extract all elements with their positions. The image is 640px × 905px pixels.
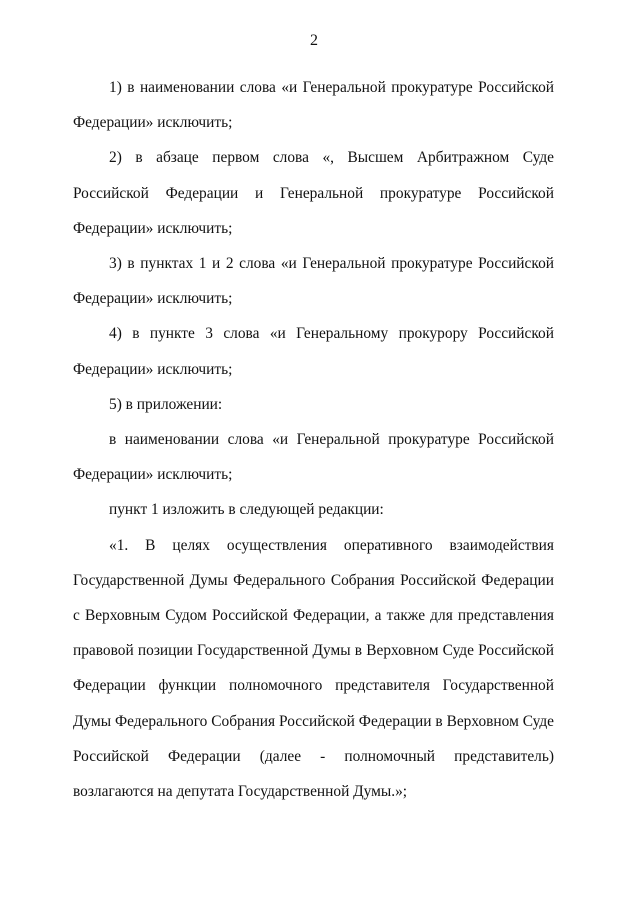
page-number: 2 <box>310 32 318 49</box>
paragraph-item-2: 2) в абзаце первом слова «, Высшем Арбитражном Суде Российской Федерации и Генеральной прокуратуре Российской Федерации» исключить; <box>73 149 554 237</box>
paragraph-annex-point: пункт 1 изложить в следующей редакции: <box>109 501 384 519</box>
paragraph-item-3: 3) в пунктах 1 и 2 слова «и Генеральной прокуратуре Российской Федерации» исключить; <box>73 255 554 308</box>
paragraph-item-1: 1) в наименовании слова «и Генеральной прокуратуре Российской Федерации» исключить; <box>73 79 554 132</box>
paragraph-annex-title: в наименовании слова «и Генеральной прокуратуре Российской Федерации» исключить; <box>73 431 554 484</box>
paragraph-item-4: 4) в пункте 3 слова «и Генеральному прокурору Российской Федерации» исключить; <box>73 325 554 378</box>
paragraph-new-wording: «1. В целях осуществления оперативного взаимодействия Государственной Думы Федерального Собрания Российской Федерации с Верховным Судом Российской Федерации, а также для представления правовой позиции Государственной Думы в Верховном Суде Российской Федерации функции полномочного представителя Государственной Думы Федерального Собрания Российской Федерации в Верховном Суде Российской Федерации (далее - полномочный представитель) возлагаются на депутата Государственной Думы.»; <box>73 536 554 801</box>
paragraph-item-5: 5) в приложении: <box>109 395 223 413</box>
document-body <box>73 70 554 809</box>
